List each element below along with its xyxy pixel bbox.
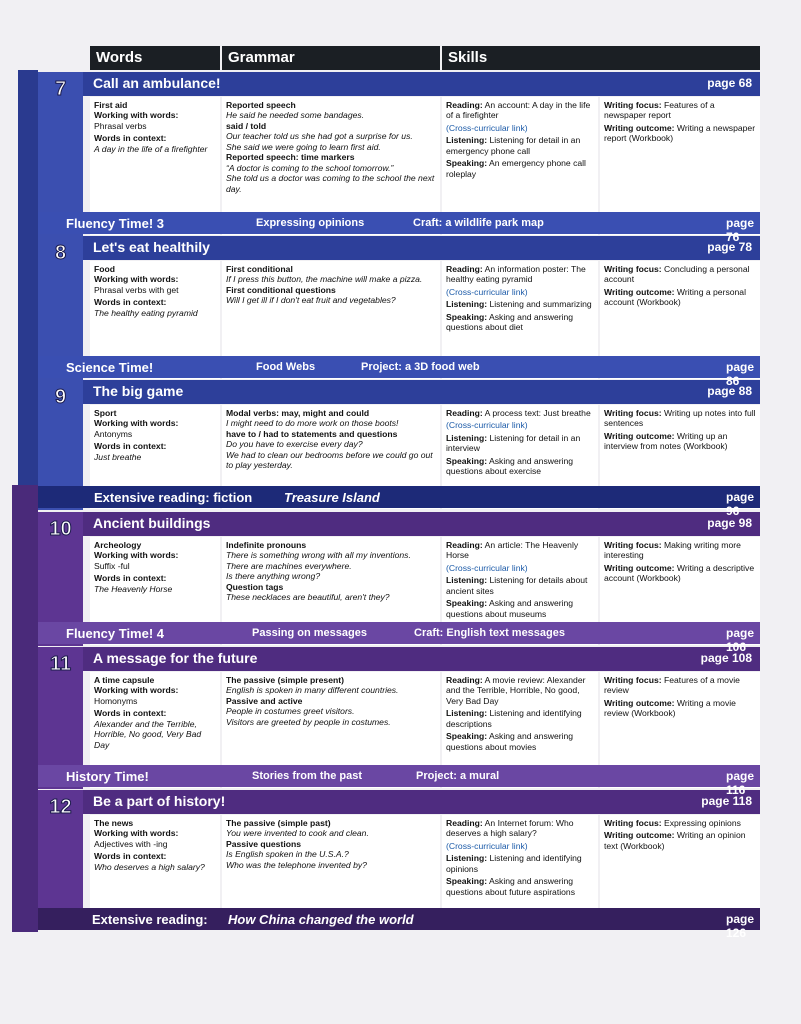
- cell-label: Reading:: [446, 675, 483, 685]
- unit-title: Be a part of history!: [93, 793, 226, 809]
- cell-heading: Archeology: [94, 540, 142, 550]
- cell-label: Writing outcome:: [604, 122, 675, 133]
- cell-heading: Working with words:: [94, 274, 179, 285]
- cell-label: Writing focus:: [604, 100, 662, 110]
- cell-text: Listening: Listening for detail in an emergency phone call: [446, 135, 581, 156]
- cell-text: Listening: Listening and identifying descriptions: [446, 708, 582, 729]
- unit-page-link[interactable]: page 108: [700, 651, 752, 665]
- cell-example: Will I get ill if I don't eat fruit and vegetables?: [226, 295, 396, 306]
- strip-page-link[interactable]: page 126: [726, 912, 755, 940]
- section-strip: [38, 356, 760, 388]
- cell-text: Writing focus: Writing up notes into full sentences: [604, 408, 756, 429]
- header-words: Words: [90, 46, 220, 70]
- cell-heading: Reported speech: [226, 100, 296, 110]
- section-strip: [38, 486, 760, 518]
- cell-example: I might need to do more work on those boots!: [226, 418, 399, 429]
- cell-label: Listening:: [446, 135, 488, 146]
- cell-label: Writing outcome:: [604, 830, 675, 841]
- unit-page-link[interactable]: page 88: [707, 384, 752, 398]
- cell-label: Writing focus:: [604, 408, 662, 418]
- cell-example: These necklaces are beautiful, aren't they?: [226, 592, 390, 603]
- cell-text: Listening: Listening and summarizing: [446, 299, 592, 310]
- cell-text: Writing focus: Concluding a personal account: [604, 264, 750, 285]
- strip-topic: Stories from the past: [252, 770, 363, 782]
- cell-heading: Working with words:: [94, 685, 179, 696]
- strip-page-link[interactable]: page 116: [726, 769, 755, 797]
- cell-example: Who deserves a high salary?: [94, 861, 205, 872]
- cell-text: Reading: An article: The Heavenly Horse: [446, 540, 579, 561]
- cell-example: The healthy eating pyramid: [94, 307, 198, 318]
- section-strip: [38, 908, 760, 940]
- cell-heading: Working with words:: [94, 418, 179, 429]
- cell-example: We had to clean our bedrooms before we could go out to play yesterday.: [226, 449, 433, 471]
- cell-heading: First aid: [94, 100, 128, 110]
- cell-label: Writing outcome:: [604, 430, 675, 441]
- cell-heading: Food: [94, 264, 115, 274]
- cell-example: He said he needed some bandages.: [226, 110, 365, 121]
- cross-curricular-link[interactable]: (Cross-curricular link): [446, 122, 528, 133]
- cell-heading: The passive (simple past): [226, 818, 331, 828]
- strip-page-link[interactable]: page 96: [726, 490, 755, 518]
- cell-text: Speaking: An emergency phone call roleplay: [446, 158, 586, 179]
- cell-label: Writing focus:: [604, 818, 662, 828]
- cell-example: People in costumes greet visitors.: [226, 706, 355, 717]
- spine-blue: [18, 70, 38, 485]
- cell-label: Writing outcome:: [604, 286, 675, 297]
- cell-heading: Modal verbs: may, might and could: [226, 408, 370, 418]
- cell-text: Writing outcome: Writing up an interview from notes (Workbook): [604, 430, 728, 452]
- cell-text: Reading: An account: A day in the life of a firefighter: [446, 100, 591, 121]
- cell-heading: The news: [94, 818, 134, 828]
- strip-activity: Craft: a wildlife park map: [413, 217, 544, 229]
- cell-heading: Sport: [94, 408, 117, 418]
- strip-activity: Project: a mural: [416, 770, 500, 782]
- cell-text: Writing focus: Features of a newspaper report: [604, 100, 715, 121]
- cell-example: A day in the life of a firefighter: [94, 143, 208, 154]
- cell-text: Writing focus: Features of a movie review: [604, 675, 740, 696]
- cell-heading: Words in context:: [94, 441, 167, 452]
- cell-example: There is something wrong with all my inventions.: [226, 550, 411, 561]
- cell-example: “A doctor is coming to the school tomorrow.”: [226, 162, 394, 173]
- unit-title: Call an ambulance!: [93, 75, 221, 91]
- cell-text: Speaking: Asking and answering questions about movies: [446, 731, 574, 752]
- section-strip: [38, 622, 760, 654]
- unit-title-bar: [83, 790, 760, 814]
- strip-page-link[interactable]: page 86: [726, 360, 755, 388]
- cell-text: Homonyms: [94, 695, 138, 706]
- cell-label: Listening:: [446, 708, 488, 719]
- strip-title: History Time!: [66, 769, 149, 784]
- section-strip: [38, 212, 760, 244]
- cell-heading: First conditional: [226, 264, 293, 274]
- unit-title: The big game: [93, 383, 184, 399]
- cell-text: Speaking: Asking and answering questions about exercise: [446, 455, 574, 477]
- header-skills: Skills: [442, 46, 760, 70]
- cell-label: Speaking:: [446, 598, 488, 609]
- cell-heading: Working with words:: [94, 828, 179, 839]
- cell-text: Writing outcome: Writing a personal account (Workbook): [604, 286, 746, 308]
- cell-example: Do you have to exercise every day?: [226, 439, 363, 450]
- unit-number: 10: [49, 518, 72, 540]
- cell-label: Listening:: [446, 853, 488, 864]
- cell-example: The Heavenly Horse: [94, 583, 173, 594]
- cell-heading: Words in context:: [94, 133, 167, 144]
- cell-text: Reading: An Internet forum: Who deserves a high salary?: [446, 818, 574, 839]
- strip-activity: Craft: English text messages: [414, 627, 565, 639]
- cell-heading: said / told: [226, 120, 267, 131]
- cell-label: Writing outcome:: [604, 697, 675, 708]
- cell-text: Phrasal verbs: [94, 120, 147, 131]
- cell-label: Listening:: [446, 432, 488, 443]
- cell-text: Suffix -ful: [94, 560, 130, 571]
- cell-label: Writing focus:: [604, 540, 662, 550]
- cell-example: English is spoken in many different countries.: [226, 685, 399, 696]
- cell-label: Speaking:: [446, 731, 488, 742]
- cell-heading: A time capsule: [94, 675, 155, 685]
- unit-title-bar: [83, 647, 760, 671]
- cell-heading: Reported speech: time markers: [226, 152, 355, 163]
- cell-example: She said we were going to learn first aid.: [226, 141, 381, 152]
- unit-page-link[interactable]: page 98: [707, 516, 752, 530]
- strip-book-title: Treasure Island: [284, 490, 380, 505]
- strip-topic: Expressing opinions: [256, 217, 365, 229]
- cell-label: Reading:: [446, 818, 483, 828]
- cell-example: There are machines everywhere.: [226, 560, 352, 571]
- cell-text: Adjectives with -ing: [94, 838, 168, 849]
- strip-title: Extensive reading:: [92, 912, 208, 927]
- cell-label: Listening:: [446, 575, 488, 586]
- strip-book-title: How China changed the world: [228, 912, 414, 927]
- unit-title-bar: [83, 72, 760, 96]
- strip-title: Extensive reading: fiction: [94, 490, 253, 505]
- cross-curricular-link[interactable]: (Cross-curricular link): [446, 420, 528, 431]
- unit-number: 12: [49, 796, 72, 818]
- cell-label: Writing focus:: [604, 264, 662, 274]
- unit-number: 7: [54, 78, 67, 100]
- strip-activity: Project: a 3D food web: [361, 361, 480, 373]
- cell-heading: Indefinite pronouns: [226, 540, 307, 550]
- cell-label: Writing focus:: [604, 675, 662, 685]
- strip-topic: Food Webs: [256, 361, 316, 373]
- cell-text: Writing outcome: Writing an opinion text (Workbook): [604, 830, 746, 851]
- cell-text: Reading: A movie review: Alexander and the Terrible, Horrible, No good, Very Bad Day: [446, 675, 586, 706]
- unit-page-link[interactable]: page 68: [707, 76, 752, 90]
- unit-title-bar: [83, 380, 760, 404]
- cell-heading: Working with words:: [94, 110, 179, 121]
- cell-label: Speaking:: [446, 158, 488, 169]
- cell-label: Reading:: [446, 408, 483, 418]
- cell-label: Listening:: [446, 299, 488, 310]
- strip-page-link[interactable]: page 106: [726, 626, 755, 654]
- cell-example: If I press this button, the machine will make a pizza.: [226, 274, 423, 285]
- unit-title: Ancient buildings: [93, 515, 211, 531]
- cell-text: Reading: An information poster: The healthy eating pyramid: [446, 264, 586, 285]
- unit-number: 9: [54, 386, 67, 408]
- section-strip: [38, 765, 760, 797]
- cell-text: Speaking: Asking and answering questions about future aspirations: [446, 876, 575, 897]
- cell-text: Writing focus: Making writing more interesting: [604, 540, 741, 561]
- cell-text: Writing outcome: Writing a movie review (Workbook): [604, 697, 736, 719]
- cell-text: Antonyms: [94, 428, 133, 439]
- cell-label: Speaking:: [446, 876, 488, 887]
- strip-title: Science Time!: [66, 360, 154, 375]
- unit-page-link[interactable]: page 78: [707, 240, 752, 254]
- cell-heading: Passive questions: [226, 838, 301, 849]
- cell-heading: Question tags: [226, 581, 284, 592]
- unit-number: 11: [49, 653, 72, 675]
- strip-title: Fluency Time! 4: [66, 626, 165, 641]
- unit-title: A message for the future: [93, 650, 258, 666]
- cell-example: Just breathe: [94, 451, 142, 462]
- unit-page-link[interactable]: page 118: [701, 794, 752, 808]
- cell-example: Our teacher told us she had got a surprise for us.: [226, 131, 413, 142]
- cell-label: Reading:: [446, 264, 483, 274]
- cell-example: She told us a doctor was coming to the school the next day.: [226, 173, 435, 194]
- cell-text: Listening: Listening for details about ancient sites: [446, 575, 588, 596]
- unit-title: Let's eat healthily: [93, 239, 210, 255]
- cell-text: Writing outcome: Writing a descriptive account (Workbook): [604, 562, 755, 584]
- header-grammar: Grammar: [222, 46, 440, 70]
- spine-purple: [12, 485, 38, 932]
- cell-text: Speaking: Asking and answering questions about museums: [446, 598, 574, 619]
- cell-label: Reading:: [446, 100, 483, 110]
- cell-label: Speaking:: [446, 311, 488, 322]
- cell-text: Speaking: Asking and answering questions about diet: [446, 311, 574, 333]
- cell-label: Reading:: [446, 540, 483, 550]
- cell-example: Alexander and the Terrible, Horrible, No good, Very Bad Day: [94, 718, 202, 750]
- cell-heading: First conditional questions: [226, 284, 336, 295]
- cell-heading: Working with words:: [94, 550, 179, 561]
- cell-example: Is English spoken in the U.S.A.?: [226, 849, 349, 860]
- cell-label: Writing outcome:: [604, 562, 675, 573]
- cell-example: Visitors are greeted by people in costumes.: [226, 716, 391, 727]
- unit-title-bar: [83, 512, 760, 536]
- strip-page-link[interactable]: page 76: [726, 216, 755, 244]
- cell-text: Phrasal verbs with get: [94, 284, 179, 295]
- strip-title: Fluency Time! 3: [66, 216, 165, 231]
- cell-label: Speaking:: [446, 455, 488, 466]
- cell-heading: Words in context:: [94, 573, 167, 584]
- cell-text: Writing focus: Expressing opinions: [604, 818, 741, 828]
- cell-text: Listening: Listening for detail in an interview: [446, 432, 581, 454]
- cell-heading: Words in context:: [94, 297, 167, 308]
- cell-text: Listening: Listening and identifying opinions: [446, 853, 582, 874]
- cell-text: Writing outcome: Writing a newspaper report (Workbook): [604, 122, 756, 144]
- unit-number: 8: [54, 242, 67, 264]
- cell-heading: The passive (simple present): [226, 675, 344, 685]
- cell-heading: Passive and active: [226, 695, 303, 706]
- cell-heading: Words in context:: [94, 708, 167, 719]
- cross-curricular-link[interactable]: (Cross-curricular link): [446, 286, 528, 297]
- cell-example: You were invented to cook and clean.: [226, 828, 369, 839]
- cross-curricular-link[interactable]: (Cross-curricular link): [446, 562, 528, 573]
- unit-title-bar: [83, 236, 760, 260]
- cell-heading: have to / had to statements and questions: [226, 428, 398, 439]
- cell-example: Is there anything wrong?: [226, 571, 321, 582]
- cell-example: Who was the telephone invented by?: [226, 859, 367, 870]
- cross-curricular-link[interactable]: (Cross-curricular link): [446, 840, 528, 851]
- cell-heading: Words in context:: [94, 851, 167, 862]
- cell-text: Reading: A process text: Just breathe: [446, 408, 591, 418]
- strip-topic: Passing on messages: [252, 627, 367, 639]
